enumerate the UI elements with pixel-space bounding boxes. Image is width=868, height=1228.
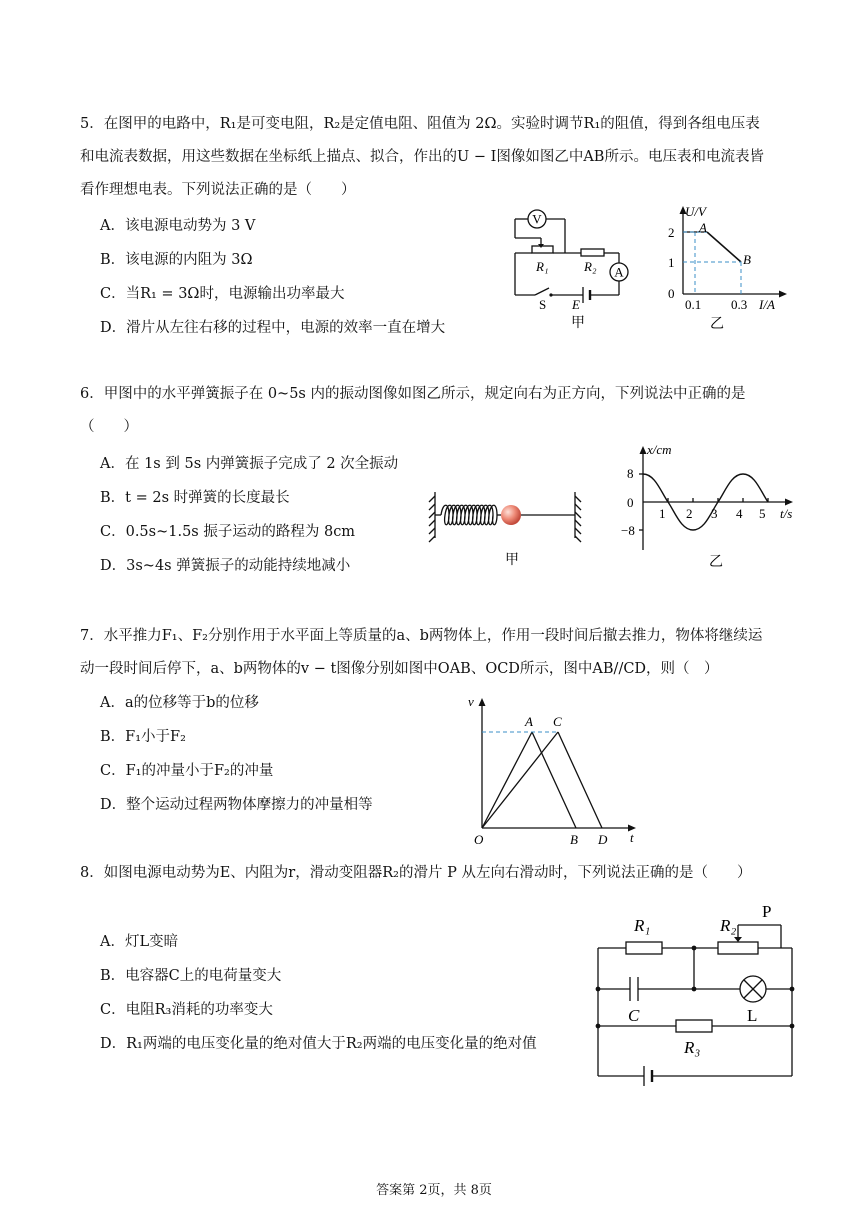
x-tick: 0.1: [685, 297, 702, 312]
x-axis-label: t: [630, 830, 634, 845]
point-c-label: C: [553, 714, 562, 729]
option-a: A．该电源电动势为 3 V: [100, 218, 256, 234]
option-d: D．R₁两端的电压变化量的绝对值大于R₂两端的电压变化量的绝对值: [100, 1036, 537, 1052]
y-axis-label: U/V: [685, 204, 706, 219]
y-tick: 0: [627, 495, 634, 510]
y-axis-label: v: [468, 694, 474, 709]
option-b: B．t = 2s 时弹簧的长度最长: [100, 490, 290, 506]
stem-line: 8．如图电源电动势为E、内阻为r，滑动变阻器R₂的滑片 P 从左向右滑动时，下列说法正确的是（ ）: [80, 865, 752, 881]
switch-label: S: [539, 297, 547, 312]
point-a-label: A: [525, 714, 533, 729]
figure-caption-yi: 乙: [710, 317, 724, 332]
point-d-label: D: [598, 832, 608, 847]
stem-line: 7．水平推力F₁、F₂分别作用于水平面上等质量的a、b两物体上，作用一段时间后撤去推力，物体将继续运: [80, 628, 763, 644]
option-c: C．当R₁ = 3Ω时，电源输出功率最大: [100, 286, 345, 302]
q6-xt-graph: [615, 440, 805, 580]
x-tick: 3: [711, 506, 718, 521]
q7-vt-graph: [460, 690, 650, 850]
option-a: A．灯L变暗: [100, 934, 179, 950]
figure-caption-jia: 甲: [571, 316, 585, 331]
r1-label: R₁: [536, 259, 549, 274]
voltmeter-label: V: [532, 211, 542, 227]
option-b: B．该电源的内阻为 3Ω: [100, 252, 253, 268]
ammeter-label: A: [614, 264, 624, 280]
question-6-stem: [80, 378, 800, 444]
q8-circuit-diagram: [590, 895, 805, 1095]
stem-line: 6．甲图中的水平弹簧振子在 0~5s 内的振动图像如图乙所示，规定向右为正方向，下列说法中正确的是: [80, 386, 746, 402]
option-c: C．F₁的冲量小于F₂的冲量: [100, 763, 274, 779]
r2-label: R₂: [720, 916, 737, 935]
r1-label: R₁: [634, 916, 651, 935]
option-c: C．电阻R₃消耗的功率变大: [100, 1002, 273, 1018]
option-d: D．滑片从左往右移的过程中，电源的效率一直在增大: [100, 320, 446, 336]
capacitor-label: C: [628, 1006, 640, 1025]
x-tick: 2: [686, 506, 693, 521]
slider-p-label: P: [762, 902, 772, 921]
option-b: B．电容器C上的电荷量变大: [100, 968, 282, 984]
stem-line: 和电流表数据，用这些数据在坐标纸上描点、拟合，作出的U − I图像如图乙中AB所示。电压表和电流表皆: [80, 149, 764, 165]
question-5-stem: [80, 108, 800, 207]
emf-label: E: [572, 297, 580, 312]
r3-label: R₃: [684, 1038, 701, 1057]
y-tick: 8: [627, 466, 634, 481]
stem-line: 看作理想电表。下列说法正确的是（ ）: [80, 182, 356, 198]
q5-ui-graph: [655, 202, 790, 337]
lamp-label: L: [747, 1006, 758, 1025]
question-7-stem: [80, 620, 800, 686]
stem-line: 动一段时间后停下，a、b两物体的v − t图像分别如图中OAB、OCD所示，图中AB//CD，则（ ）: [80, 661, 719, 677]
option-a: A．在 1s 到 5s 内弹簧振子完成了 2 次全振动: [100, 456, 399, 472]
y-tick: 0: [668, 286, 675, 301]
point-b-label: B: [743, 252, 751, 267]
x-axis-label: I/A: [759, 297, 775, 312]
q5-circuit-diagram: [505, 206, 645, 336]
stem-line: （ ）: [80, 419, 138, 435]
x-tick: 5: [759, 506, 766, 521]
page-footer: 答案第 2页，共 8页: [376, 1183, 492, 1198]
r2-label: R₂: [584, 259, 597, 274]
y-axis-label: x/cm: [647, 442, 672, 457]
question-8-stem: [80, 857, 800, 890]
point-a-label: A: [699, 220, 707, 235]
option-d: D．3s~4s 弹簧振子的动能持续地减小: [100, 558, 351, 574]
point-b-label: B: [570, 832, 578, 847]
option-d: D．整个运动过程两物体摩擦力的冲量相等: [100, 797, 373, 813]
y-tick: −8: [621, 523, 635, 538]
option-b: B．F₁小于F₂: [100, 729, 186, 745]
x-axis-label: t/s: [780, 506, 793, 521]
option-a: A．a的位移等于b的位移: [100, 695, 259, 711]
y-tick: 1: [668, 255, 675, 270]
x-tick: 4: [736, 506, 743, 521]
figure-caption-yi: 乙: [709, 555, 723, 570]
oscillator-ball: [501, 505, 521, 525]
y-tick: 2: [668, 225, 675, 240]
option-c: C．0.5s~1.5s 振子运动的路程为 8cm: [100, 524, 356, 540]
x-tick: 0.3: [731, 297, 748, 312]
q6-spring-oscillator: [425, 488, 590, 568]
stem-line: 5．在图甲的电路中，R₁是可变电阻，R₂是定值电阻、阻值为 2Ω。实验时调节R₁的阻值，得到各组电压表: [80, 116, 760, 132]
figure-caption-jia: 甲: [505, 553, 519, 568]
origin-label: O: [474, 832, 484, 847]
x-tick: 1: [659, 506, 666, 521]
